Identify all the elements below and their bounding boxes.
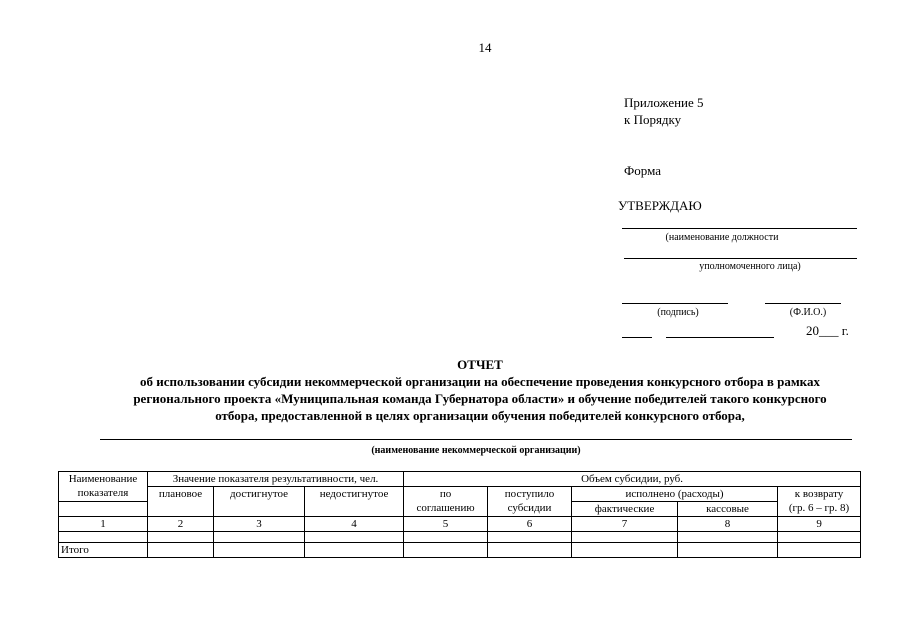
total-label: Итого bbox=[59, 543, 148, 558]
table-cell[interactable] bbox=[404, 543, 488, 558]
column-number: 5 bbox=[404, 517, 488, 532]
table-cell[interactable] bbox=[214, 543, 305, 558]
header-cash: кассовые bbox=[678, 502, 778, 517]
table-cell[interactable] bbox=[305, 532, 404, 543]
header-subsidy-volume: Объем субсидии, руб. bbox=[404, 472, 861, 487]
table-cell[interactable] bbox=[678, 543, 778, 558]
table-cell[interactable] bbox=[305, 543, 404, 558]
table-cell[interactable] bbox=[488, 543, 572, 558]
table-cell[interactable] bbox=[59, 532, 148, 543]
signature-line bbox=[622, 303, 728, 304]
table-total-row bbox=[59, 543, 861, 558]
header-received: поступило субсидии bbox=[488, 487, 572, 517]
table-row bbox=[59, 532, 861, 543]
column-number: 1 bbox=[59, 517, 148, 532]
appendix-line-2: к Порядку bbox=[624, 112, 682, 127]
report-subtitle-3: отбора, предоставленной в целях организации обучения победителей конкурсного отбора, bbox=[215, 408, 745, 423]
name-caption: (Ф.И.О.) bbox=[789, 307, 827, 318]
signature-caption: (подпись) bbox=[657, 307, 699, 318]
organization-line bbox=[100, 439, 852, 440]
header-achieved: достигнутое bbox=[214, 487, 305, 517]
table-cell[interactable] bbox=[572, 543, 678, 558]
appendix-reference bbox=[624, 94, 704, 128]
position-line-1 bbox=[622, 228, 857, 229]
page-number: 14 bbox=[478, 40, 492, 55]
report-title: ОТЧЕТ bbox=[457, 357, 503, 372]
table-cell[interactable] bbox=[572, 532, 678, 543]
report-subtitle-2: регионального проекта «Муниципальная команда Губернатора области» и обучение победителей такого конкурсного bbox=[133, 391, 827, 406]
header-agreement: по соглашению bbox=[404, 487, 488, 517]
header-not-achieved: недостигнутое bbox=[305, 487, 404, 517]
header-executed: исполнено (расходы) bbox=[572, 487, 778, 502]
organization-caption: (наименование некоммерческой организации) bbox=[371, 445, 581, 456]
appendix-line-1: Приложение 5 bbox=[624, 95, 704, 110]
column-number: 4 bbox=[305, 517, 404, 532]
column-number: 3 bbox=[214, 517, 305, 532]
position-line-2 bbox=[624, 258, 857, 259]
table-cell[interactable] bbox=[404, 532, 488, 543]
table-cell[interactable] bbox=[214, 532, 305, 543]
position-caption-2: уполномоченного лица) bbox=[699, 261, 801, 272]
table-header-row-2 bbox=[59, 487, 861, 502]
form-label: Форма bbox=[624, 163, 661, 178]
table-cell[interactable] bbox=[488, 532, 572, 543]
name-line bbox=[765, 303, 841, 304]
report-table bbox=[58, 471, 861, 558]
header-actual: фактические bbox=[572, 502, 678, 517]
table-header-row-1 bbox=[59, 472, 861, 487]
table-cell[interactable] bbox=[148, 532, 214, 543]
table-cell[interactable] bbox=[678, 532, 778, 543]
table-cell[interactable] bbox=[778, 543, 861, 558]
header-return: к возврату (гр. 6 – гр. 8) bbox=[778, 487, 861, 517]
date-year: 20___ г. bbox=[806, 323, 849, 338]
table-cell[interactable] bbox=[148, 543, 214, 558]
table-cell[interactable] bbox=[778, 532, 861, 543]
report-title-block bbox=[60, 356, 900, 424]
approval-heading: УТВЕРЖДАЮ bbox=[618, 198, 702, 213]
column-number: 6 bbox=[488, 517, 572, 532]
table-column-numbers-row bbox=[59, 517, 861, 532]
column-number: 7 bbox=[572, 517, 678, 532]
position-caption-1: (наименование должности bbox=[665, 232, 779, 243]
report-subtitle-1: об использовании субсидии некоммерческой организации на обеспечение проведения конкурсного отбора в рамках bbox=[140, 374, 820, 389]
date-month-line bbox=[666, 337, 774, 338]
column-number: 8 bbox=[678, 517, 778, 532]
header-planned: плановое bbox=[148, 487, 214, 517]
header-indicator-value: Значение показателя результативности, чел. bbox=[148, 472, 404, 487]
date-day-line bbox=[622, 337, 652, 338]
column-number: 9 bbox=[778, 517, 861, 532]
column-number: 2 bbox=[148, 517, 214, 532]
header-indicator-name-cont bbox=[59, 502, 148, 517]
header-indicator-name: Наименование показателя bbox=[59, 472, 148, 502]
